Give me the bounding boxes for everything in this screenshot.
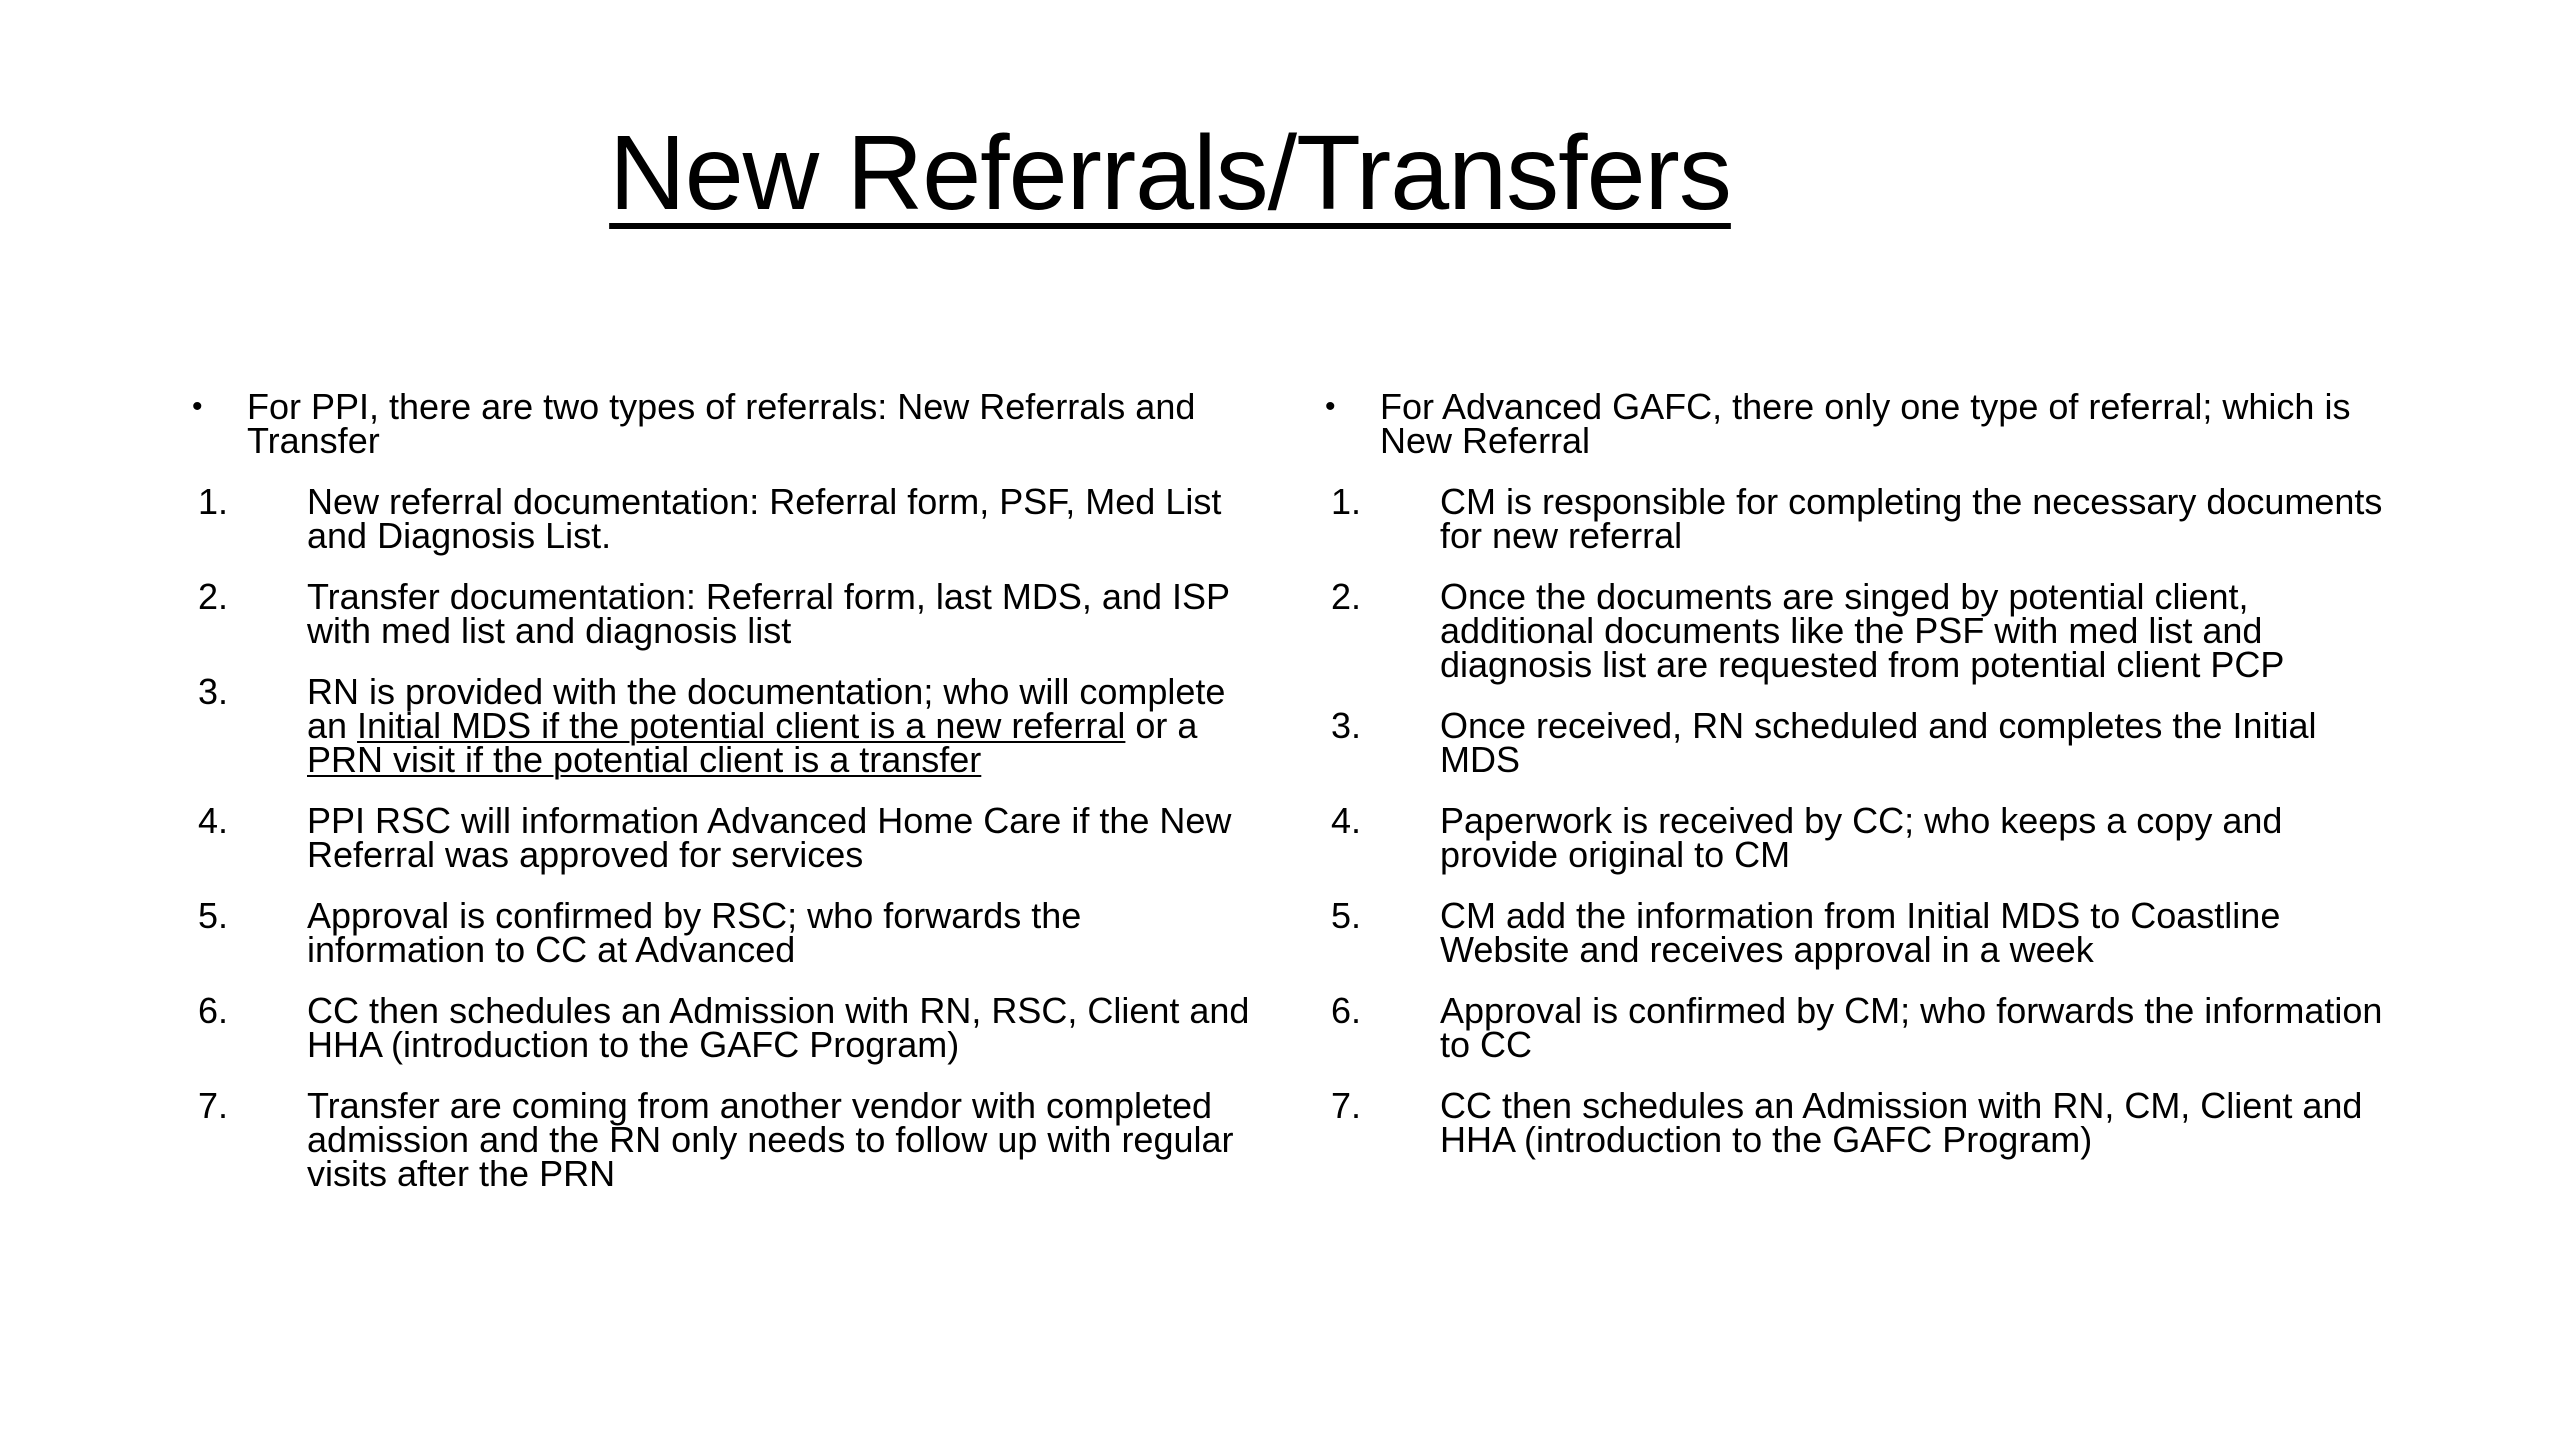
- list-item: [1325, 990, 2395, 1065]
- bullet-icon: •: [1325, 390, 1336, 423]
- item-text: Transfer are coming from another vendor with completed admission and the RN only needs to follow up with regular visits after the PRN: [307, 1085, 1234, 1194]
- item-text: CC then schedules an Admission with RN, CM, Client and HHA (introduction to the GAFC Program): [1440, 1085, 2363, 1160]
- left-column: [192, 386, 1262, 1218]
- item-text: Transfer documentation: Referral form, last MDS, and ISP with med list and diagnosis list: [307, 576, 1230, 651]
- item-text: [307, 671, 1225, 780]
- item-text-part: RN is provided with the documentation; who will complete an: [307, 671, 1226, 746]
- item-number: 3.: [1331, 705, 1362, 746]
- item-text: New referral documentation: Referral form, PSF, Med List and Diagnosis List.: [307, 481, 1222, 556]
- item-number: 1.: [198, 481, 229, 522]
- right-column: [1325, 386, 2395, 1184]
- item-number: 3.: [198, 671, 229, 712]
- right-intro-text: For Advanced GAFC, there only one type of referral; which is New Referral: [1380, 386, 2351, 461]
- item-text: Approval is confirmed by CM; who forwards the information to CC: [1440, 990, 2383, 1065]
- list-item: [192, 576, 1262, 651]
- item-text: Approval is confirmed by RSC; who forwards the information to CC at Advanced: [307, 895, 1082, 970]
- item-number: 2.: [1331, 576, 1362, 617]
- item-number: 2.: [198, 576, 229, 617]
- left-steps-list: [192, 481, 1262, 1194]
- bullet-icon: •: [192, 390, 203, 423]
- item-number: 4.: [1331, 800, 1362, 841]
- item-number: 7.: [1331, 1085, 1362, 1126]
- item-text: CM is responsible for completing the necessary documents for new referral: [1440, 481, 2383, 556]
- item-number: 6.: [198, 990, 229, 1031]
- item-text: PPI RSC will information Advanced Home Care if the New Referral was approved for services: [307, 800, 1232, 875]
- list-item: [1325, 800, 2395, 875]
- list-item: [1325, 481, 2395, 556]
- item-text: Once received, RN scheduled and completes the Initial MDS: [1440, 705, 2317, 780]
- item-number: 4.: [198, 800, 229, 841]
- item-number: 6.: [1331, 990, 1362, 1031]
- item-text: Once the documents are singed by potential client, additional documents like the PSF with med list and diagnosis list are requested from potential client PCP: [1440, 576, 2285, 685]
- item-text-part: or a: [1125, 705, 1198, 746]
- list-item: [192, 895, 1262, 970]
- right-steps-list: [1325, 481, 2395, 1160]
- list-item: [192, 800, 1262, 875]
- list-item: [192, 1085, 1262, 1194]
- slide-title: [0, 108, 2340, 238]
- item-text: CC then schedules an Admission with RN, RSC, Client and HHA (introduction to the GAFC Program): [307, 990, 1250, 1065]
- list-item: [1325, 705, 2395, 780]
- item-text: Paperwork is received by CC; who keeps a copy and provide original to CM: [1440, 800, 2283, 875]
- left-intro-text: For PPI, there are two types of referrals: New Referrals and Transfer: [247, 386, 1196, 461]
- item-number: 5.: [1331, 895, 1362, 936]
- item-number: 1.: [1331, 481, 1362, 522]
- list-item: [1325, 1085, 2395, 1160]
- list-item: [1325, 895, 2395, 970]
- list-item: [192, 481, 1262, 556]
- item-text: CM add the information from Initial MDS to Coastline Website and receives approval in a week: [1440, 895, 2281, 970]
- right-intro: [1325, 386, 2395, 461]
- item-number: 7.: [198, 1085, 229, 1126]
- list-item: [192, 671, 1262, 780]
- left-intro: [192, 386, 1262, 461]
- list-item: [1325, 576, 2395, 685]
- underlined-text: PRN visit if the potential client is a transfer: [307, 739, 982, 780]
- list-item: [192, 990, 1262, 1065]
- slide-title-text: New Referrals/Transfers: [609, 114, 1731, 232]
- item-number: 5.: [198, 895, 229, 936]
- underlined-text: Initial MDS if the potential client is a new referral: [357, 705, 1126, 746]
